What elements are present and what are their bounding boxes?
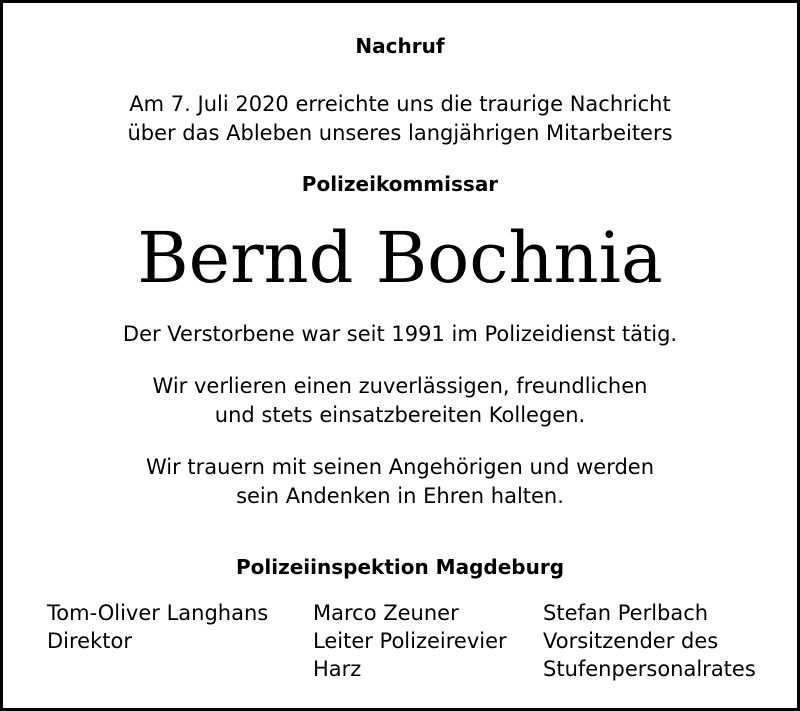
intro-line: über das Ableben unseres langjährigen Mitarbeiters (127, 121, 673, 145)
signatory-name: Marco Zeuner (313, 601, 459, 625)
signatory-role: Stufenpersonalrates (543, 657, 756, 681)
intro-line: Am 7. Juli 2020 erreichte uns die traurige Nachricht (129, 92, 671, 116)
signatory-role: Harz (313, 657, 362, 681)
organization-name: Polizeiinspektion Magdeburg (235, 555, 565, 579)
mourning-line: sein Andenken in Ehren halten. (236, 484, 564, 508)
signatory-role: Leiter Polizeirevier (313, 629, 507, 653)
rank-title: Polizeikommissar (301, 172, 499, 196)
tribute-paragraph (0, 372, 800, 430)
deceased-name: Bernd Bochnia (137, 217, 663, 299)
service-line: Der Verstorbene war seit 1991 im Polizeidienst tätig. (122, 322, 678, 346)
signatories-block (0, 599, 800, 689)
mourning-line: Wir trauern mit seinen Angehörigen und werden (145, 455, 655, 479)
mourning-paragraph (0, 453, 800, 511)
signatory-name: Tom-Oliver Langhans (47, 601, 269, 625)
tribute-line: Wir verlieren einen zuverlässigen, freundlichen (152, 374, 648, 398)
obituary-heading: Nachruf (355, 34, 445, 58)
tribute-line: und stets einsatzbereiten Kollegen. (214, 403, 586, 427)
signatory (313, 599, 507, 683)
signatory (543, 599, 756, 683)
signatory-role: Direktor (47, 629, 132, 653)
signatory-role: Vorsitzender des (543, 629, 719, 653)
intro-paragraph (0, 90, 800, 148)
signatory (47, 599, 268, 655)
service-paragraph (0, 320, 800, 349)
signatory-name: Stefan Perlbach (543, 601, 709, 625)
